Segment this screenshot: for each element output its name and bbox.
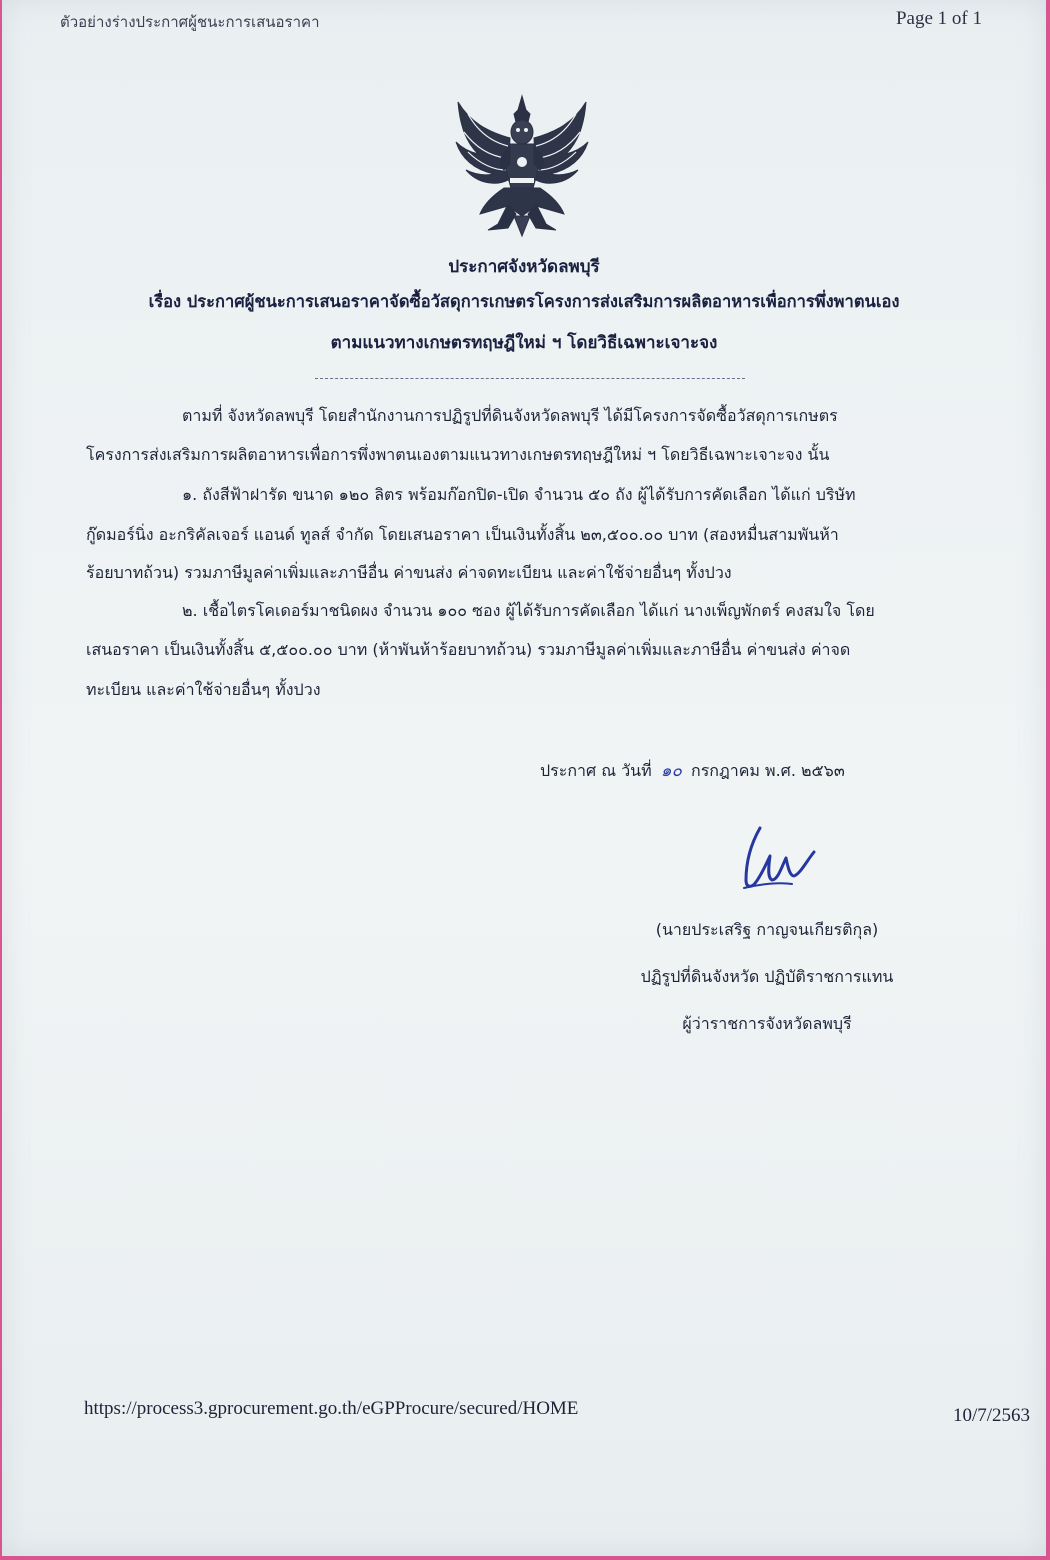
- date-prefix: ประกาศ ณ วันที่: [540, 761, 652, 780]
- page-number: Page 1 of 1: [895, 8, 982, 29]
- document-page: [2, 0, 1046, 1556]
- date-day: ๑๐: [660, 761, 682, 781]
- divider: [315, 378, 745, 379]
- item-2-line-1: ๒. เชื้อไตรโคเดอร์มาชนิดผง จำนวน ๑๐๐ ซอง ผู้ได้รับการคัดเลือก ได้แก่ นางเพ็ญพักตร์ คงสมใจ โดย: [182, 601, 875, 620]
- announcement-subject: เรื่อง ประกาศผู้ชนะการเสนอราคาจัดซื้อวัสดุการเกษตรโครงการส่งเสริมการผลิตอาหารเพื่อการพึ่งพาตนเอง: [148, 292, 900, 311]
- signer-position: ปฏิรูปที่ดินจังหวัด ปฏิบัติราชการแทน: [640, 967, 894, 986]
- garuda-emblem-icon: [448, 92, 596, 238]
- body-intro-line-1: ตามที่ จังหวัดลพบุรี โดยสำนักงานการปฏิรูปที่ดินจังหวัดลพบุรี ได้มีโครงการจัดซื้อวัสดุการเกษตร: [182, 406, 838, 425]
- item-1-line-3: ร้อยบาทถ้วน) รวมภาษีมูลค่าเพิ่มและภาษีอื่น ค่าขนส่ง ค่าจดทะเบียน และค่าใช้จ่ายอื่นๆ ทั้งปวง: [86, 563, 732, 582]
- item-1-line-1: ๑. ถังสีฟ้าฝารัด ขนาด ๑๒๐ ลิตร พร้อมก๊อกปิด-เปิด จำนวน ๕๐ ถัง ผู้ได้รับการคัดเลือก ได้แก่ บริษัท: [182, 485, 856, 504]
- body-intro-line-2: โครงการส่งเสริมการผลิตอาหารเพื่อการพึ่งพาตนเองตามแนวทางเกษตรทฤษฎีใหม่ ฯ โดยวิธีเฉพาะเจาะจง นั้น: [86, 445, 830, 464]
- item-1-line-2: กู๊ดมอร์นิ่ง อะกริคัลเจอร์ แอนด์ ทูลส์ จำกัด โดยเสนอราคา เป็นเงินทั้งสิ้น ๒๓,๕๐๐.๐๐ บาท (สองหมื่นสามพันห้า: [86, 525, 839, 544]
- header-left-text: ตัวอย่างร่างประกาศผู้ชนะการเสนอราคา: [60, 13, 320, 31]
- date-month-year: กรกฎาคม พ.ศ. ๒๕๖๓: [691, 761, 845, 780]
- announcement-subject-cont: ตามแนวทางเกษตรทฤษฎีใหม่ ฯ โดยวิธีเฉพาะเจาะจง: [330, 333, 718, 353]
- item-2-line-3: ทะเบียน และค่าใช้จ่ายอื่นๆ ทั้งปวง: [86, 680, 321, 699]
- announcement-date: [540, 757, 845, 784]
- footer-date: 10/7/2563: [952, 1405, 1030, 1426]
- signature-icon: [730, 822, 826, 902]
- item-2-line-2: เสนอราคา เป็นเงินทั้งสิ้น ๕,๕๐๐.๐๐ บาท (ห้าพันห้าร้อยบาทถ้วน) รวมภาษีมูลค่าเพิ่มและภาษีอื่น ค่าขนส่ง ค่าจด: [86, 640, 851, 659]
- signer-name: (นายประเสริฐ กาญจนเกียรติกุล): [655, 920, 879, 939]
- signer-position-2: ผู้ว่าราชการจังหวัดลพบุรี: [682, 1014, 852, 1033]
- footer-url: https://process3.gprocurement.go.th/eGPProcure/secured/HOME: [84, 1398, 579, 1419]
- announcement-title: ประกาศจังหวัดลพบุรี: [448, 257, 600, 277]
